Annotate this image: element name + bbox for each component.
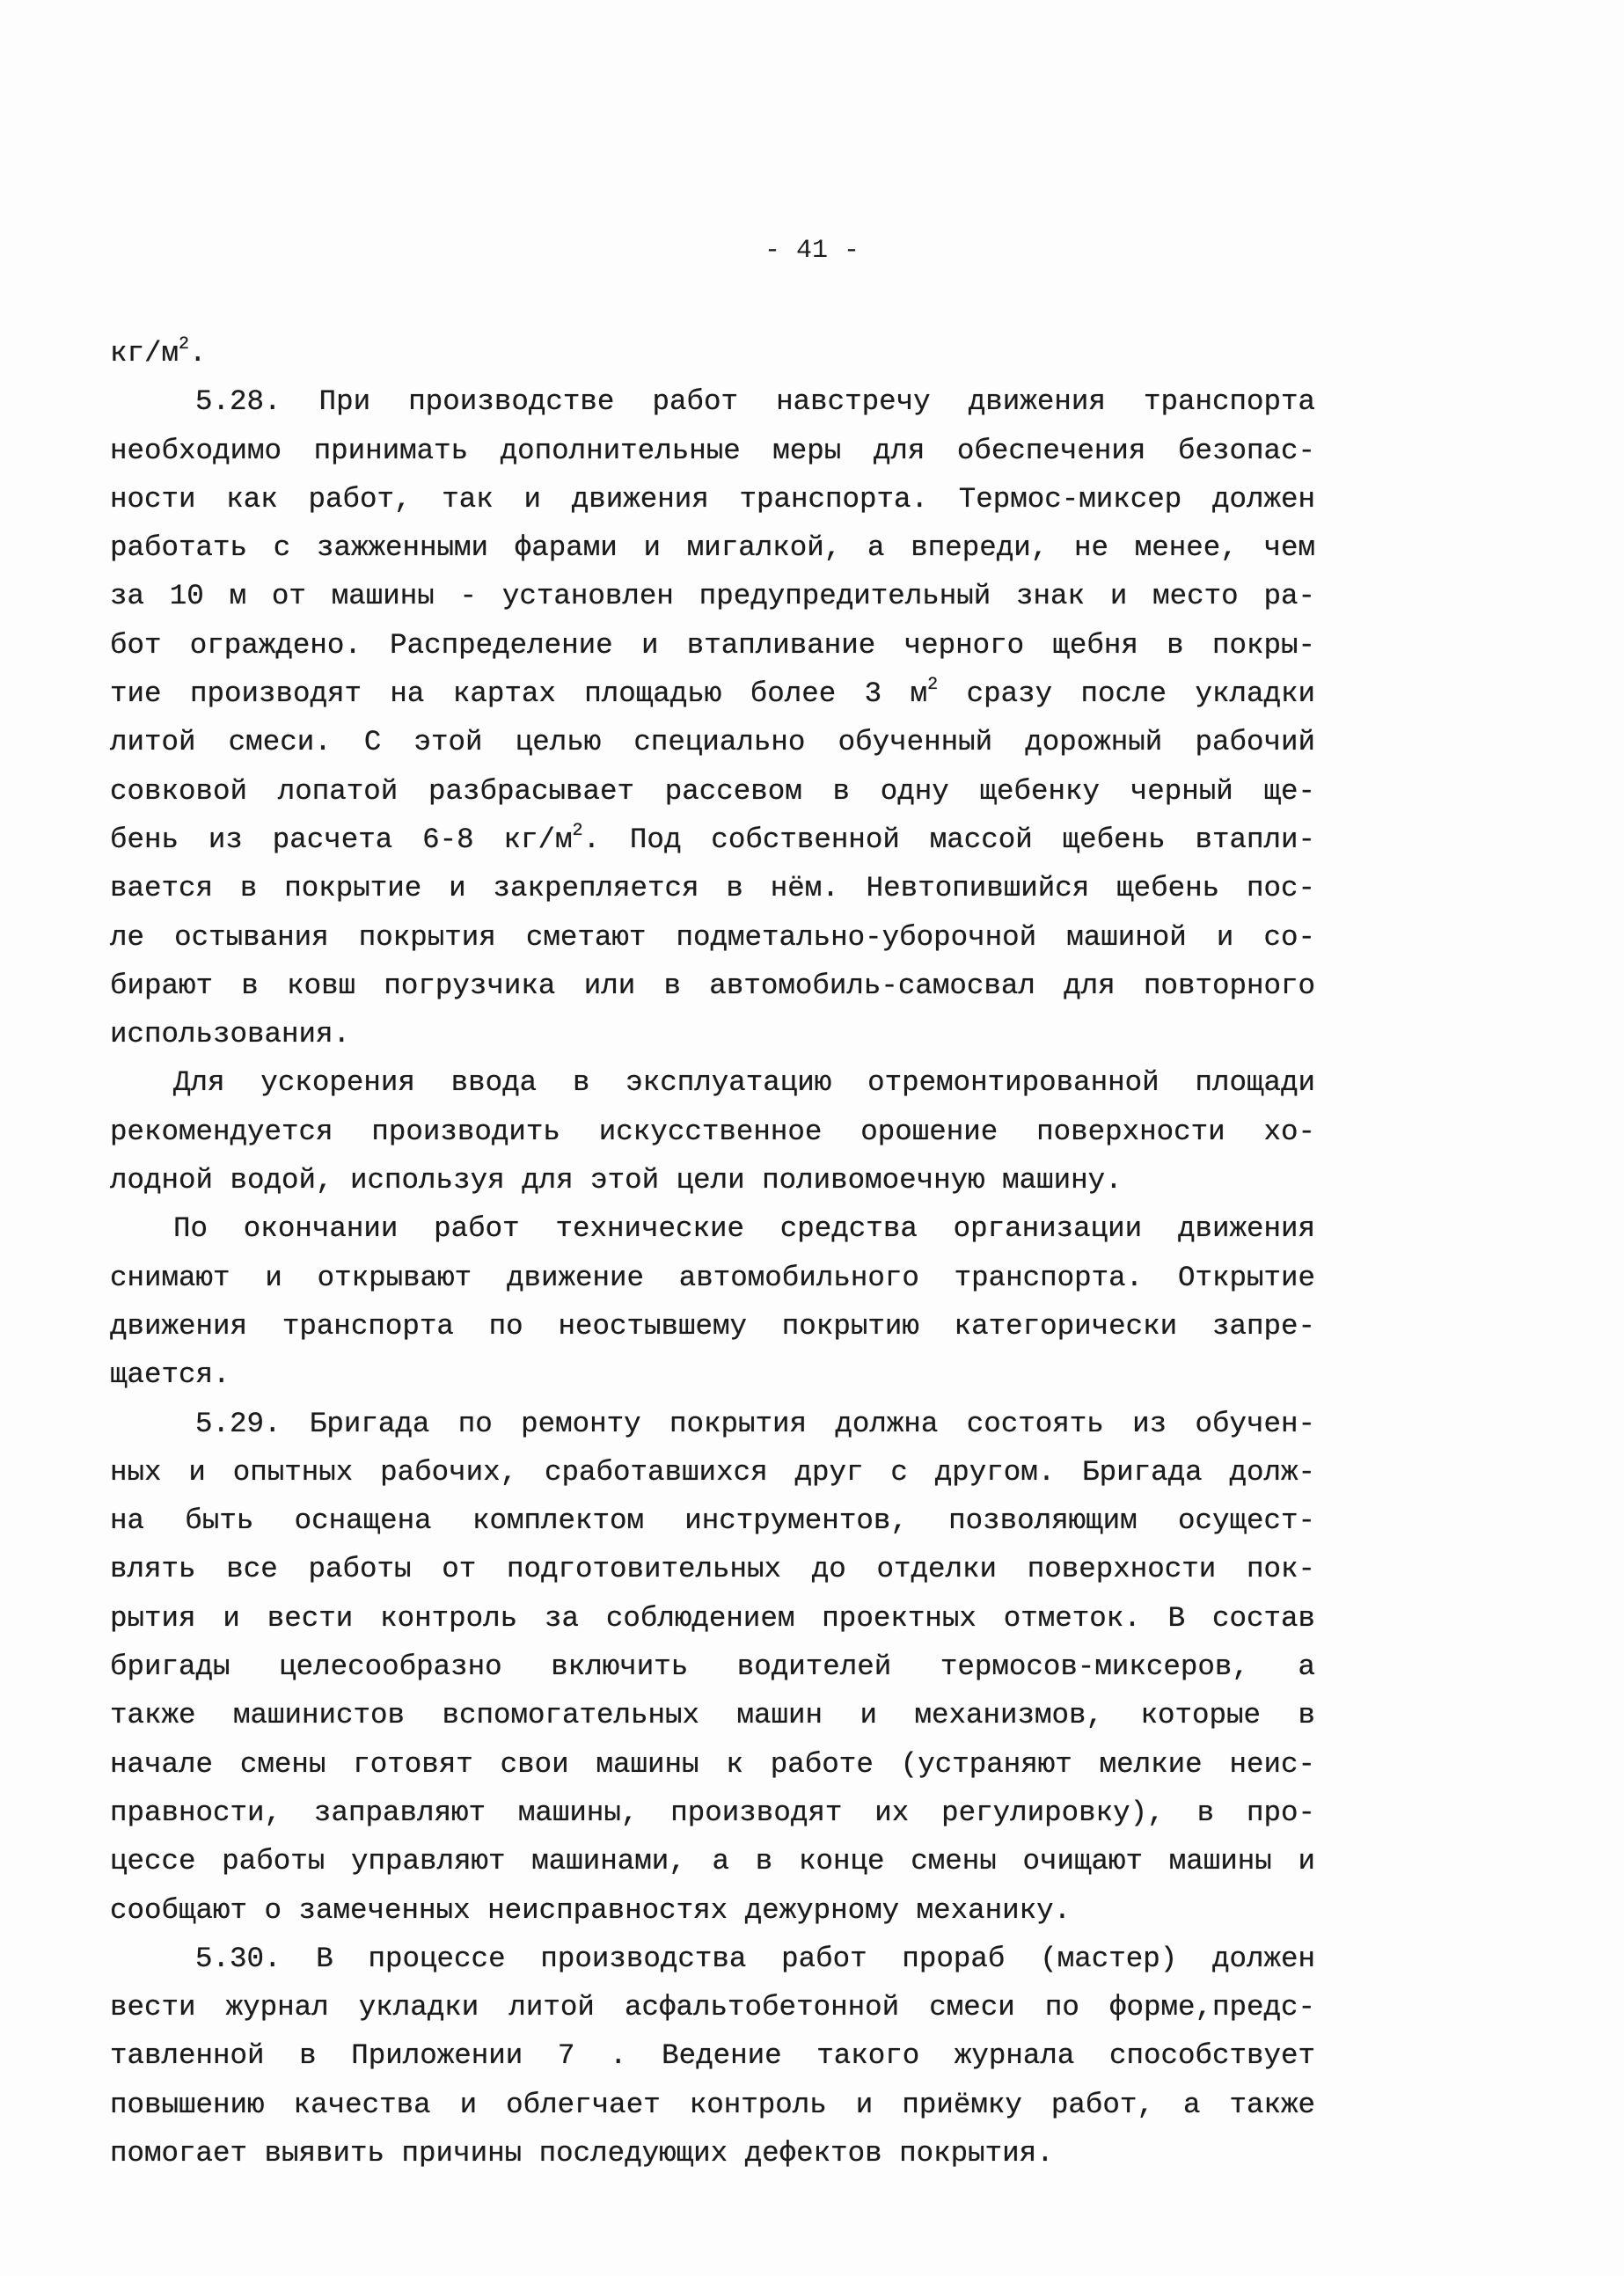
text-segment: . Под собственной массой щебень втапли- bbox=[582, 823, 1316, 856]
text-line: вается в покрытие и закрепляется в нём. Невтопившийся щебень пос- bbox=[110, 872, 1315, 905]
text-line: литой смеси. С этой целью специально обученный дорожный рабочий bbox=[110, 726, 1315, 759]
text-line: лодной водой, используя для этой цели поливомоечную машину. bbox=[110, 1164, 1123, 1197]
text-line: на быть оснащена комплектом инструментов, позволяющим осущест- bbox=[110, 1504, 1315, 1538]
text-line: 5.28. При производстве работ навстречу движения транспорта bbox=[195, 385, 1315, 419]
text-line: вести журнал укладки литой асфальтобетонной смеси по форме,предс- bbox=[110, 1991, 1315, 2024]
text-line: необходимо принимать дополнительные меры для обеспечения безопас- bbox=[110, 434, 1315, 467]
text-line: ности как работ, так и движения транспорта. Термос-миксер должен bbox=[110, 482, 1315, 516]
text-line: совковой лопатой разбрасывает рассевом в одну щебенку черный ще- bbox=[110, 774, 1315, 808]
text-line: щается. bbox=[110, 1358, 230, 1392]
text-line: Для ускорения ввода в эксплуатацию отремонтированной площади bbox=[173, 1066, 1315, 1100]
text-line: рытия и вести контроль за соблюдением проектных отметок. В состав bbox=[110, 1601, 1315, 1635]
text-line: влять все работы от подготовительных до отделки поверхности пок- bbox=[110, 1553, 1315, 1586]
text-line bbox=[110, 329, 1315, 377]
text-line: ле остывания покрытия сметают подметально-уборочной машиной и со- bbox=[110, 920, 1315, 954]
text-line: движения транспорта по неостывшему покрытию категорически запре- bbox=[110, 1309, 1315, 1343]
text-line: помогает выявить причины последующих дефектов покрытия. bbox=[110, 2136, 1054, 2170]
text-line: По окончании работ технические средства организации движения bbox=[173, 1212, 1315, 1246]
text-line: цессе работы управляют машинами, а в конце смены очищают машины и bbox=[110, 1845, 1315, 1878]
text-line: 5.29. Бригада по ремонту покрытия должна состоять из обучен- bbox=[195, 1407, 1315, 1440]
text-line: также машинистов вспомогательных машин и механизмов, которые в bbox=[110, 1699, 1315, 1732]
text-line: бот ограждено. Распределение и втапливание черного щебня в покры- bbox=[110, 628, 1315, 662]
text-line bbox=[110, 816, 1315, 864]
superscript: 2 bbox=[927, 675, 939, 696]
text-line: правности, заправляют машины, производят их регулировку), в про- bbox=[110, 1796, 1315, 1829]
text-line bbox=[110, 670, 1315, 718]
text-line: использования. bbox=[110, 1018, 351, 1051]
text-segment: бень из расчета 6-8 кг/м bbox=[110, 823, 573, 856]
superscript: 2 bbox=[572, 820, 583, 841]
text-line: бирают в ковш погрузчика или в автомобиль-самосвал для повторного bbox=[110, 969, 1315, 1002]
text-line: начале смены готовят свои машины к работе (устраняют мелкие неис- bbox=[110, 1747, 1315, 1781]
text-line: 5.30. В процессе производства работ прораб (мастер) должен bbox=[195, 1942, 1315, 1975]
text-line: за 10 м от машины - установлен предупредительный знак и место ра- bbox=[110, 580, 1315, 613]
text-segment: тие производят на картах площадью более 3 м bbox=[110, 677, 928, 711]
page-number: - 41 - bbox=[764, 236, 860, 266]
text-line: ных и опытных рабочих, сработавшихся друг с другом. Бригада долж- bbox=[110, 1455, 1315, 1489]
text-line: рекомендуется производить искусственное орошение поверхности хо- bbox=[110, 1115, 1315, 1148]
document-body bbox=[110, 329, 1315, 2177]
text-segment: кг/м bbox=[110, 337, 179, 370]
text-line: повышению качества и облегчает контроль и приёмку работ, а также bbox=[110, 2088, 1315, 2121]
text-line: бригады целесообразно включить водителей термосов-миксеров, а bbox=[110, 1650, 1315, 1684]
text-line: сообщают о замеченных неисправностях дежурному механику. bbox=[110, 1893, 1072, 1927]
text-line: тавленной в Приложении 7 . Ведение такого журнала способствует bbox=[110, 2039, 1315, 2073]
text-segment: сразу после укладки bbox=[938, 677, 1315, 711]
superscript: 2 bbox=[179, 334, 190, 355]
text-segment: . bbox=[189, 337, 207, 370]
text-line: снимают и открывают движение автомобильного транспорта. Открытие bbox=[110, 1261, 1315, 1294]
text-line: работать с зажженными фарами и мигалкой, а впереди, не менее, чем bbox=[110, 531, 1315, 565]
